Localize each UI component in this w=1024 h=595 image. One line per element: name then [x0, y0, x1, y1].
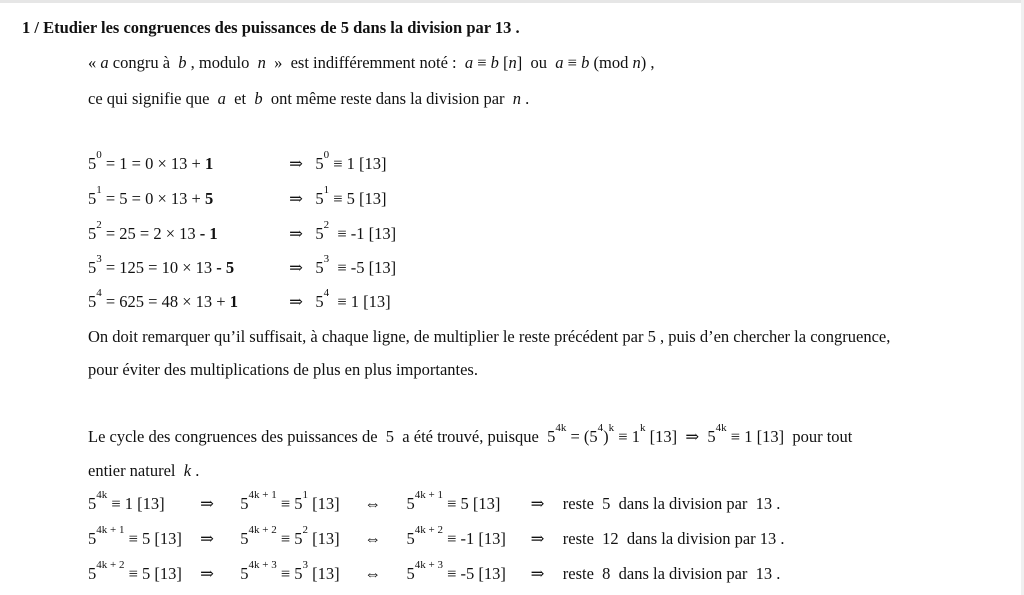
cycle-row-2-a: $5^{4k + 1} \equiv 5$ [13] — [88, 523, 182, 548]
power-row-4-lhs: $5^4 = 625 = 48 \times 13 + 1$ — [88, 286, 238, 311]
cycle-row-2-implies-1: ⇒ — [200, 529, 214, 548]
cycle-row-3-a: $5^{4k + 2} \equiv 5$ [13] — [88, 558, 182, 583]
cycle-row-3 — [88, 558, 781, 584]
intro-line-2 — [88, 89, 529, 109]
cycle-row-1-implies-1: ⇒ — [200, 494, 214, 513]
cycle-row-1-b: $5^{4k + 1} \equiv 5^1$ [13] — [240, 488, 340, 513]
cycle-text-2: entier naturel k . — [88, 461, 200, 480]
cycle-row-1-a: $5^{4k} \equiv 1$ [13] — [88, 488, 165, 513]
cycle-row-2 — [88, 523, 785, 549]
intro-text-1: « a congru à b , modulo n » est indifféremment noté : a ≡ b [n] ou a ≡ b (mod n) , — [88, 53, 655, 72]
cycle-row-3-iff: ⇔ — [364, 564, 381, 583]
cycle-row-1-iff: ⇔ — [364, 494, 381, 513]
cycle-line-1 — [88, 421, 853, 447]
cycle-row-1-c: $5^{4k + 1} \equiv 5$ [13] — [406, 488, 501, 513]
intro-text-2: ce qui signifie que a et b ont même reste dans la division par n . — [88, 89, 530, 108]
cycle-line-2 — [88, 461, 199, 481]
cycle-row-1-d: reste 5 dans la division par 13 . — [562, 494, 781, 513]
power-row-3-rhs: ⇒ $5^3 \equiv -5$ [13] — [289, 252, 397, 277]
remark-text-1: On doit remarquer qu’il suffisait, à chaque ligne, de multiplier le reste précédent par 5 , puis d’en chercher la congruence, — [88, 327, 891, 346]
power-row-2 — [88, 218, 397, 244]
power-row-4 — [88, 286, 391, 312]
power-row-3-lhs: $5^3 = 125 = 10 \times 13 - 5$ — [88, 252, 235, 277]
power-row-1-lhs: $5^1 = 5 = 0 \times 13 + 5$ — [88, 183, 214, 208]
remark-line-1 — [88, 327, 890, 347]
intro-line-1 — [88, 53, 654, 73]
cycle-row-3-implies-2: ⇒ — [530, 564, 545, 583]
section-heading — [22, 18, 520, 38]
power-row-1-rhs: ⇒ $5^1 \equiv 5$ [13] — [289, 183, 387, 208]
cycle-row-2-c: $5^{4k + 2} \equiv -1$ [13] — [406, 523, 506, 548]
power-row-2-rhs: ⇒ $5^2 \equiv -1$ [13] — [289, 218, 397, 243]
cycle-row-1 — [88, 488, 781, 514]
power-row-4-rhs: ⇒ $5^4 \equiv 1$ [13] — [289, 286, 391, 311]
cycle-row-2-b: $5^{4k + 2} \equiv 5^2$ [13] — [240, 523, 340, 548]
remark-line-2 — [88, 360, 478, 380]
power-row-0-lhs: $5^0 = 1 = 0 \times 13 + 1$ — [88, 148, 214, 173]
power-row-3 — [88, 252, 397, 278]
top-border — [0, 0, 1024, 3]
cycle-row-2-iff: ⇔ — [364, 529, 381, 548]
cycle-row-3-implies-1: ⇒ — [200, 564, 214, 583]
power-row-0-rhs: ⇒ $5^0 \equiv 1$ [13] — [289, 148, 387, 173]
cycle-row-2-d: reste 12 dans la division par 13 . — [562, 529, 785, 548]
cycle-row-3-c: $5^{4k + 3} \equiv -5$ [13] — [406, 558, 506, 583]
cycle-text-1: Le cycle des congruences des puissances de 5 a été trouvé, puisque $5^{4k} = (5^4)^k \equiv 1^k$ [13] ⇒ $5^{4k} \equiv 1$ [13] pour tout — [88, 421, 853, 446]
cycle-row-2-implies-2: ⇒ — [530, 529, 545, 548]
power-row-0 — [88, 148, 387, 174]
power-row-1 — [88, 183, 387, 209]
cycle-row-3-d: reste 8 dans la division par 13 . — [562, 564, 781, 583]
section-heading-text: 1 / Etudier les congruences des puissances de 5 dans la division par 13 . — [22, 18, 520, 37]
cycle-row-3-b: $5^{4k + 3} \equiv 5^3$ [13] — [240, 558, 340, 583]
remark-text-2: pour éviter des multiplications de plus en plus importantes. — [88, 360, 478, 379]
power-row-2-lhs: $5^2 = 25 = 2 \times 13 - 1$ — [88, 218, 218, 243]
cycle-row-1-implies-2: ⇒ — [530, 494, 545, 513]
